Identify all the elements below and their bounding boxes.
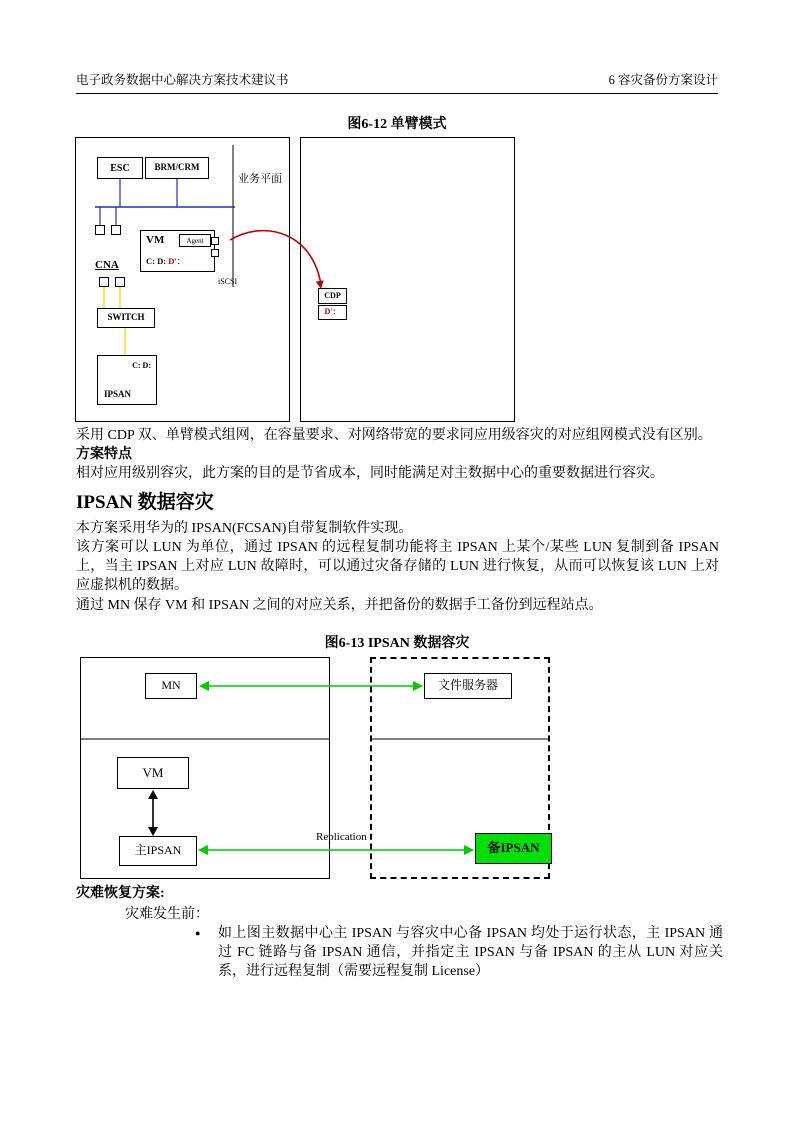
paragraph-huawei-ipsan: 本方案采用华为的 IPSAN(FCSAN)自带复制软件实现。 bbox=[76, 521, 413, 536]
file-server-box: 文件服务器 bbox=[424, 673, 512, 699]
vm-port-icon bbox=[211, 237, 219, 245]
vm-label: VM bbox=[146, 234, 165, 246]
vm-box bbox=[140, 230, 215, 272]
vm-box: VM bbox=[117, 757, 189, 789]
backup-ipsan-box: 备IPSAN bbox=[475, 833, 552, 864]
brm-crm-box: BRM/CRM bbox=[145, 157, 209, 179]
header-left-title: 电子政务数据中心解决方案技术建议书 bbox=[76, 73, 289, 87]
dr-site-frame bbox=[300, 137, 515, 422]
section-heading-recovery: 灾难恢复方案: bbox=[76, 886, 165, 901]
cna-port-icon bbox=[95, 225, 105, 235]
primary-ipsan-box: 主IPSAN bbox=[119, 836, 197, 866]
switch-box: SWITCH bbox=[97, 308, 155, 328]
ipsan-label: IPSAN bbox=[104, 389, 132, 399]
vm-disk-d-red: D′： bbox=[168, 256, 186, 266]
mn-box: MN bbox=[145, 673, 197, 699]
figure1-diagram bbox=[75, 137, 516, 423]
cna-port-icon bbox=[99, 277, 109, 287]
replication-label: Replication bbox=[316, 831, 367, 843]
business-plane-label: 业务平面 bbox=[236, 170, 284, 186]
bullet-marker-icon: ● bbox=[195, 928, 201, 938]
bullet-text: 如上图主数据中心主 IPSAN 与容灾中心备 IPSAN 均处于运行状态，主 IPSAN 通过 FC 链路与备 IPSAN 通信，并指定主 IPSAN 与备 IPSAN 的主从 LUN 对应关系，进行远程复制（需要远程复制 License） bbox=[218, 926, 723, 979]
bullet-item bbox=[195, 924, 723, 981]
agent-box: Agent bbox=[179, 234, 211, 247]
ipsan-disks-label: C: D: bbox=[132, 361, 151, 370]
figure2-caption: 图6-13 IPSAN 数据容灾 bbox=[324, 636, 470, 651]
cna-port-icon bbox=[115, 277, 125, 287]
section-heading-features: 方案特点 bbox=[76, 447, 132, 462]
cna-label: CNA bbox=[95, 259, 119, 271]
ipsan-box bbox=[97, 355, 157, 405]
vm-disks-label: C: D: D′： bbox=[146, 256, 186, 266]
paragraph-lun-replication: 该方案可以 LUN 为单位，通过 IPSAN 的远程复制功能将主 IPSAN 上某个/某些 LUN 复制到备 IPSAN 上，当主 IPSAN 上对应 LUN 故障时，可以通过灾备存储的 LUN 进行恢复，从而可以恢复该 LUN 上对应虚拟机的数据。 bbox=[76, 540, 719, 593]
page-header bbox=[76, 70, 718, 94]
esc-box: ESC bbox=[97, 157, 143, 179]
paragraph-mn-mapping: 通过 MN 保存 VM 和 IPSAN 之间的对应关系，并把备份的数据手工备份到远程站点。 bbox=[76, 598, 603, 613]
figure2-diagram bbox=[80, 657, 555, 883]
recovery-stage-label: 灾难发生前： bbox=[125, 907, 209, 922]
cdp-box: CDP bbox=[318, 288, 347, 304]
figure1-caption: 图6-12 单臂模式 bbox=[347, 117, 447, 132]
cdp-disk-box: D′： bbox=[318, 305, 347, 320]
cna-port-icon bbox=[111, 225, 121, 235]
header-chapter-title: 6 容灾备份方案设计 bbox=[608, 73, 718, 87]
vm-port-icon bbox=[211, 249, 219, 257]
paragraph-features: 相对应用级别容灾，此方案的目的是节省成本，同时能满足对主数据中心的重要数据进行容灾。 bbox=[76, 466, 664, 481]
paragraph-cdp-network: 采用 CDP 双、单臂模式组网，在容量要求、对网络带宽的要求同应用级容灾的对应组网模式没有区别。 bbox=[76, 428, 712, 443]
section-heading-ipsan-dr: IPSAN 数据容灾 bbox=[76, 492, 214, 513]
iscsi-label: iSCSI bbox=[218, 277, 238, 286]
